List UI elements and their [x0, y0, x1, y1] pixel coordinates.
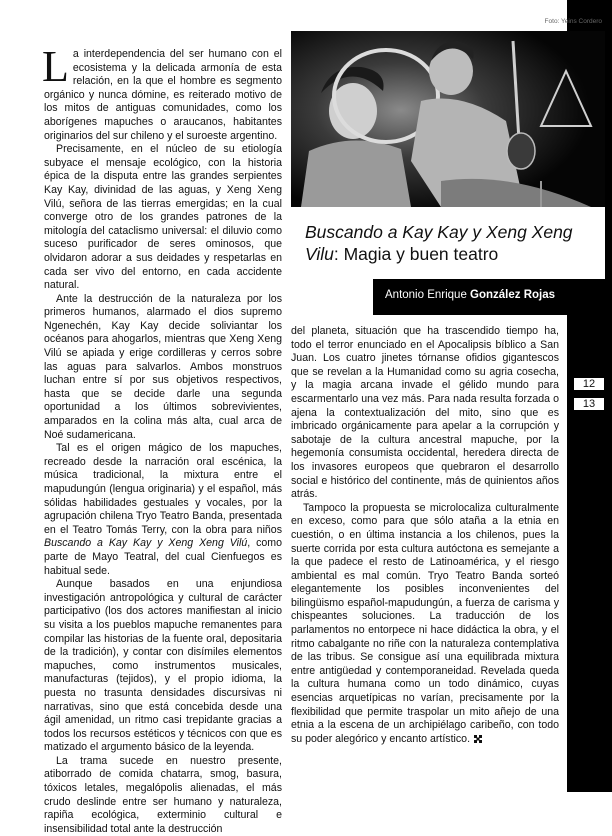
- drop-cap: L: [42, 42, 69, 91]
- paragraph-6: La trama sucede en nuestro presente, atiborrado de comida chatarra, smog, basura, tóxicos letales, megalópolis alienadas, el más crudo deslinde entre ser humano y naturaleza, rapiña ecológica, exterminio cultural e insensibilidad total ante la destrucción: [44, 754, 282, 835]
- paragraph-1-text: a interdependencia del ser humano con el ecosistema y la delicada armonía de esta relación, en la que el hombre es segmento orgánico y nunca dómine, es reiterado motivo de los mitos de antiguas comunidades, como los aborígenes mapuches o araucanos, habitantes originarios del sur chileno y el suroeste argentino.: [44, 48, 282, 142]
- paragraph-4-italic: Buscando a Kay Kay y Xeng Xeng Vilú: [44, 537, 248, 550]
- page-number-divider: [574, 394, 604, 395]
- article-title: [305, 221, 595, 265]
- paragraph-4-text-b: , como parte de Mayo Teatral, del cual Cienfuegos es habitual sede.: [44, 537, 283, 577]
- byline-first: Antonio Enrique: [385, 289, 467, 301]
- paragraph-7-text: Tampoco la propuesta se microlocaliza culturalmente en exceso, como para que sólo ataña a la etnia en cuestión, o en última instancia a los chilenos, pues la suerte corrida por esta cultura autóctona es semejante a la que padece el resto de Latinoamérica, y el riesgo ambiental es mal común. Tryo Teatro Banda sorteó elegantemente los posibles inconvenientes del bilingüismo español-mapudungún, a fuerza de carisma y chispeantes soluciones. La traducción de los parlamentos no entorpece ni hace didáctica la obra, y el ritmo cabalgante no riñe con la naturaleza contemplativa de las tribus. Se consigue así una equilibrada mixtura entre antigüedad y contemporaneidad. Revelada queda la cultura humana como un todo dinámico, cuyas esencias arquetípicas no varían, precisamente por la flexibilidad que permite traspolar un mito añejo de una etnia a la escena de un archipiélago caribeño, con todo su poder alegórico y encanto artístico.: [291, 501, 559, 745]
- article-title-rest: : Magia y buen teatro: [333, 244, 499, 264]
- page-number-right: 13: [574, 398, 604, 410]
- paragraph-5: Aunque basados en una enjundiosa investigación antropológica y cultural de carácter participativo (los dos actores manifiestan al inicio su visita a los pueblos mapuche remanentes para compilar las historias de la fuente oral, depositaria de la tradición), y contar con disímiles elementos mapuches, como instrumentos musicales, manufacturas (tejidos), y el propio idioma, la puesta no trasunta densidades discursivas ni narrativas, sino que está concebida desde una ágil amenidad, un ritmo casi trepidante gracias a todos los recursos estéticos y técnicos con que es matizado el argumento básico de la leyenda.: [44, 578, 282, 754]
- paragraph-7: [291, 502, 559, 747]
- page-number-left: 12: [574, 378, 604, 390]
- ornament-end-icon: [474, 735, 482, 743]
- byline-bar: [373, 279, 605, 315]
- text-column-left: [42, 42, 283, 836]
- byline-last: González Rojas: [470, 289, 556, 301]
- article-title-italic: Buscando a Kay Kay y Xeng Xeng Vilu: [305, 222, 573, 264]
- title-panel: [291, 207, 605, 315]
- paragraph-1: [42, 42, 282, 143]
- text-column-right: [291, 325, 559, 746]
- performance-photo: [291, 31, 605, 207]
- paragraph-4-text-a: Tal es el origen mágico de los mapuches, recreado desde la narración oral escénica, la música tradicional, la mixtura entre el mapudungún (lengua originaria) y el español, más sólidas habilidades gestuales y vocales, por la agrupación chilena Tryo Teatro Banda, presentada en el Teatro Tomás Terry, con la obra para niños: [44, 442, 282, 536]
- performance-photo-illustration: [291, 31, 605, 207]
- byline: [385, 289, 555, 301]
- paragraph-6-continued: del planeta, situación que ha trascendido tiempo ha, todo el terror enunciado en el Apocalipsis bíblico a San Juan. Los cuatro jinetes tórnanse ofidios gigantescos que se revelan a la Humanidad como su agria cosecha, y la magia arcana invade el gélido mundo para escarmentarlo una vez más. Para nada resulta forzada o ajena la contextualización del mito, sino que es imbricado orgánicamente para apelar a la corrupción y sabotaje de la cultura ancestral mapuche, por la hegemonía consumista occidental, heredera directa de los invasores europeos que quebraron el desarrollo social e histórico del continente, más de quinientos años atrás.: [291, 325, 559, 501]
- paragraph-3: Ante la destrucción de la naturaleza por los primeros humanos, alarmado el dios supremo Ngenechén, Kay Kay decide soliviantar los océanos para ahogarlos, mientras que Xeng Xeng Vilú se apiada y erige cordilleras y cerros sobre las aguas para salvarlos. Ambos monstruos luchan entre sí por sus objetivos respectivos, hasta que se decide darle una segunda oportunidad a los últimos sobrevivientes, amparados en la colina más alta, cual arca de Noé sudamericana.: [44, 292, 282, 441]
- paragraph-2: Precisamente, en el núcleo de su etiología subyace el mensaje ecológico, con la historia épica de la disputa entre las grandes serpientes Kay Kay, divinidad de las aguas, y Xeng Xeng Vilú, señora de las tierras emergidas; en la cual converge otro de los grandes patrones de la mitología del cataclismo universal: el diluvio como suceso purificador de seres ominosos, que olvidaron adorar a sus deidades y respetarlas en cada ser vivo del entorno, en cada accidente natural.: [44, 143, 282, 292]
- photo-credit: Foto: Yeins Cordero: [544, 18, 602, 25]
- paragraph-4: [44, 442, 282, 578]
